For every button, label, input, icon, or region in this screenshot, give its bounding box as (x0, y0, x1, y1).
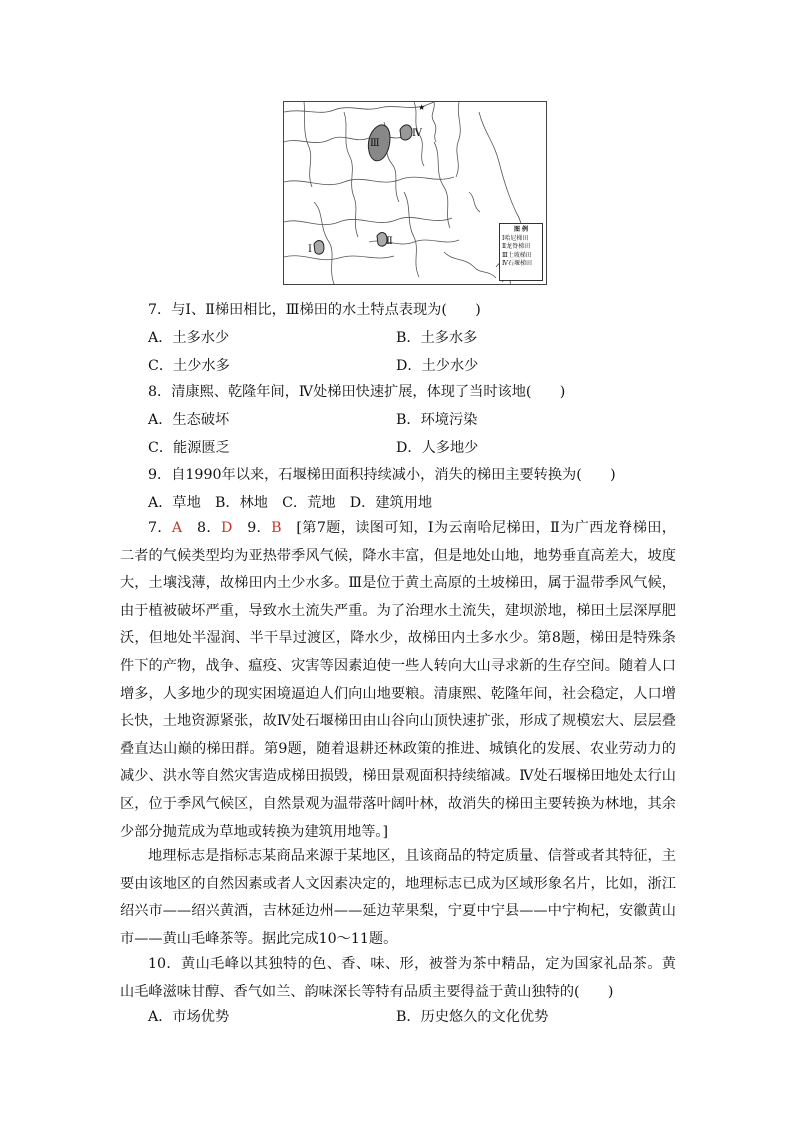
q8-option-d: D．人多地少 (396, 440, 479, 456)
q10-option-a: A．市场优势 (148, 1009, 230, 1025)
region-label-III: Ⅲ (370, 138, 380, 149)
q10-option-b: B．历史悠久的文化优势 (396, 1009, 549, 1025)
passage-geographic-indication: 地理标志是指标志某商品来源于某地区，且该商品的特定质量、信誉或者其特征，主要由该地区的自然因素或者人文因素决定的，地理标志已成为区域形象名片，比如，浙江绍兴市——绍兴黄酒，吉林延边州——延边苹果梨，宁夏中宁县——中宁枸杞，安徽黄山市——黄山毛峰茶等。据此完成10～11题。 (120, 848, 676, 947)
q7-option-b: B．土多水多 (396, 330, 478, 346)
map-legend (499, 223, 543, 281)
q8-option-b: B．环境污染 (396, 412, 478, 428)
q8-stem: 8．清康熙、乾隆年间，Ⅳ处梯田快速扩展，体现了当时该地( ) (148, 384, 566, 400)
answer-8: D (220, 520, 233, 536)
legend-item-2: Ⅱ龙脊梯田 (502, 243, 531, 250)
region-label-I: Ⅰ (308, 244, 312, 255)
q7-option-a: A．土多水少 (148, 330, 230, 346)
region-label-II: Ⅱ (386, 236, 393, 247)
region-label-IV: Ⅳ (412, 128, 422, 139)
q7-stem: 7．与Ⅰ、Ⅱ梯田相比，Ⅲ梯田的水土特点表现为( ) (148, 302, 481, 318)
terrace-map-figure (283, 101, 547, 285)
answer-num-7: 7． (148, 520, 172, 536)
answer-text: [第7题，读图可知，Ⅰ为云南哈尼梯田，Ⅱ为广西龙脊梯田，二者的气候类型均为亚热带季风气候，降水丰富，但是地处山地，地势垂直高差大，坡度大，土壤浅薄，故梯田内土少水多。Ⅲ是位于黄土高原的土坡梯田，属于温带季风气候，由于植被破坏严重，导致水土流失严重。为了治理水土流失，建坝淤地，梯田土层深厚肥沃，但地处半湿润、半干旱过渡区，降水少，故梯田内土多水少。第8题，梯田是特殊条件下的产物，战争、瘟疫、灾害等因素迫使一些人转向大山寻求新的生存空间。随着人口增多，人多地少的现实困境逼迫人们向山地要粮。清康熙、乾隆年间，社会稳定，人口增长快，土地资源紧张，故Ⅳ处石堰梯田由山谷向山顶快速扩张，形成了规模宏大、层层叠叠直达山巅的梯田群。第9题，随着退耕还林政策的推进、城镇化的发展、农业劳动力的减少、洪水等自然灾害造成梯田损毁，梯田景观面积持续缩减。Ⅳ处石堰梯田地处太行山区，位于季风气候区，自然景观为温带落叶阔叶林，故消失的梯田主要转换为林地，其余少部分抛荒成为草地或转换为建筑用地等。] (120, 520, 676, 840)
answer-explanation (120, 515, 676, 846)
q8-option-a: A．生态破坏 (148, 412, 230, 428)
q7-option-d: D．土少水少 (396, 358, 479, 374)
legend-item-1: Ⅰ哈尼梯田 (502, 234, 529, 242)
q7-option-c: C．土少水多 (148, 358, 230, 374)
q9-stem: 9．自1990年以来，石堰梯田面积持续减小，消失的梯田主要转换为( ) (148, 467, 616, 483)
legend-item-3: Ⅲ土坡梯田 (502, 251, 532, 259)
q10-stem: 10．黄山毛峰以其独特的色、香、味、形，被誉为茶中精品，定为国家礼品茶。黄山毛峰滋味甘醇、香气如兰、韵味深长等特有品质主要得益于黄山独特的( ) (120, 956, 676, 1000)
legend-title: 图 例 (513, 226, 529, 233)
q8-option-c: C．能源匮乏 (148, 440, 230, 456)
answer-9: B (271, 520, 282, 536)
legend-item-4: Ⅳ石堰梯田 (502, 260, 532, 267)
q9-options: A．草地 B．林地 C．荒地 D．建筑用地 (148, 495, 433, 511)
answer-num-8: 8． (182, 520, 221, 536)
answer-num-9: 9． (232, 520, 272, 536)
capital-star-icon: ★ (418, 103, 426, 112)
answer-7: A (171, 520, 183, 536)
